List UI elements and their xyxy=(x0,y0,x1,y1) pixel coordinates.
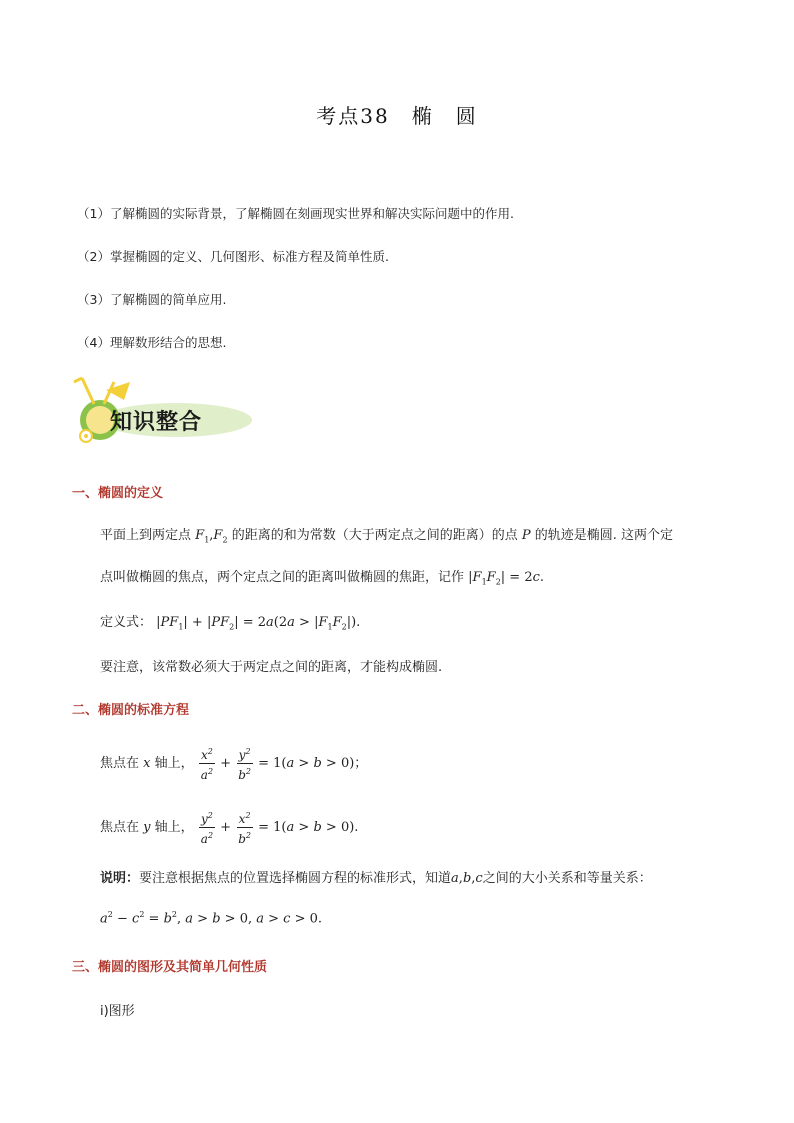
explanation-label: 说明： xyxy=(100,871,140,886)
section-heading-standard-equation: 二、椭圆的标准方程 xyxy=(72,703,190,718)
knowledge-badge-label: 知识整合 xyxy=(110,409,203,435)
objective-3: （3）了解椭圆的简单应用. xyxy=(77,292,227,307)
text-fragment: 焦点在 xyxy=(100,756,140,771)
text-fragment: 之间的大小关系和等量关系： xyxy=(482,871,652,886)
page-title: 考点38 椭 圆 xyxy=(316,104,478,128)
definition-paragraph-line2: 点叫做椭圆的焦点，两个定点之间的距离叫做椭圆的焦距，记作 $|F_1F_2| = 2c$. xyxy=(100,570,545,587)
definition-note: 要注意，该常数必须大于两定点之间的距离，才能构成椭圆. xyxy=(100,660,443,675)
text-fragment: 轴上， xyxy=(154,820,194,835)
explanation-line: 说明：要注意根据焦点的位置选择椭圆方程的标准形式，知道a,b,c之间的大小关系和等量关系： xyxy=(100,871,652,886)
objective-4: （4）理解数形结合的思想. xyxy=(77,335,227,350)
text-fragment: 平面上到两定点 xyxy=(100,528,192,543)
text-fragment: 的轨迹是椭圆. 这两个定 xyxy=(534,528,673,543)
section-heading-definition: 一、椭圆的定义 xyxy=(72,486,164,501)
equation-focus-y: 焦点在 y 轴上， $\frac{y^2}{a^2}$ + $\frac{x^2}{b^2}$ = 1(a > b > 0). xyxy=(100,808,358,847)
section-heading-properties: 三、椭圆的图形及其简单几何性质 xyxy=(72,960,268,975)
text-fragment: 定义式： xyxy=(100,615,153,630)
subsection-figure: i)图形 xyxy=(100,1004,135,1019)
text-fragment: 的距离的和为常数（大于两定点之间的距离）的点 xyxy=(231,528,518,543)
definition-paragraph-line1: 平面上到两定点 $F_1,F_2$ 的距离的和为常数（大于两定点之间的距离）的点 P 的轨迹是椭圆. 这两个定 xyxy=(100,528,673,545)
definition-formula: 定义式： $|PF_1| + |PF_2| = 2a(2a > |F_1F_2|)$. xyxy=(100,615,361,632)
equation-focus-x: 焦点在 x 轴上， $\frac{x^2}{a^2}$ + $\frac{y^2}{b^2}$ = 1(a > b > 0)； xyxy=(100,744,367,783)
text-fragment: 点叫做椭圆的焦点，两个定点之间的距离叫做椭圆的焦距，记作 xyxy=(100,570,465,585)
text-fragment: 轴上， xyxy=(154,756,194,771)
objective-2: （2）掌握椭圆的定义、几何图形、标准方程及简单性质. xyxy=(77,249,389,264)
text-fragment: 焦点在 xyxy=(100,820,140,835)
text-fragment: 要注意根据焦点的位置选择椭圆方程的标准形式，知道 xyxy=(139,871,452,886)
relation-formula: $a^2 - c^2 = b^2$, a > b > 0, a > c > 0. xyxy=(100,910,323,927)
objective-1: （1）了解椭圆的实际背景，了解椭圆在刻画现实世界和解决实际问题中的作用. xyxy=(77,206,514,221)
